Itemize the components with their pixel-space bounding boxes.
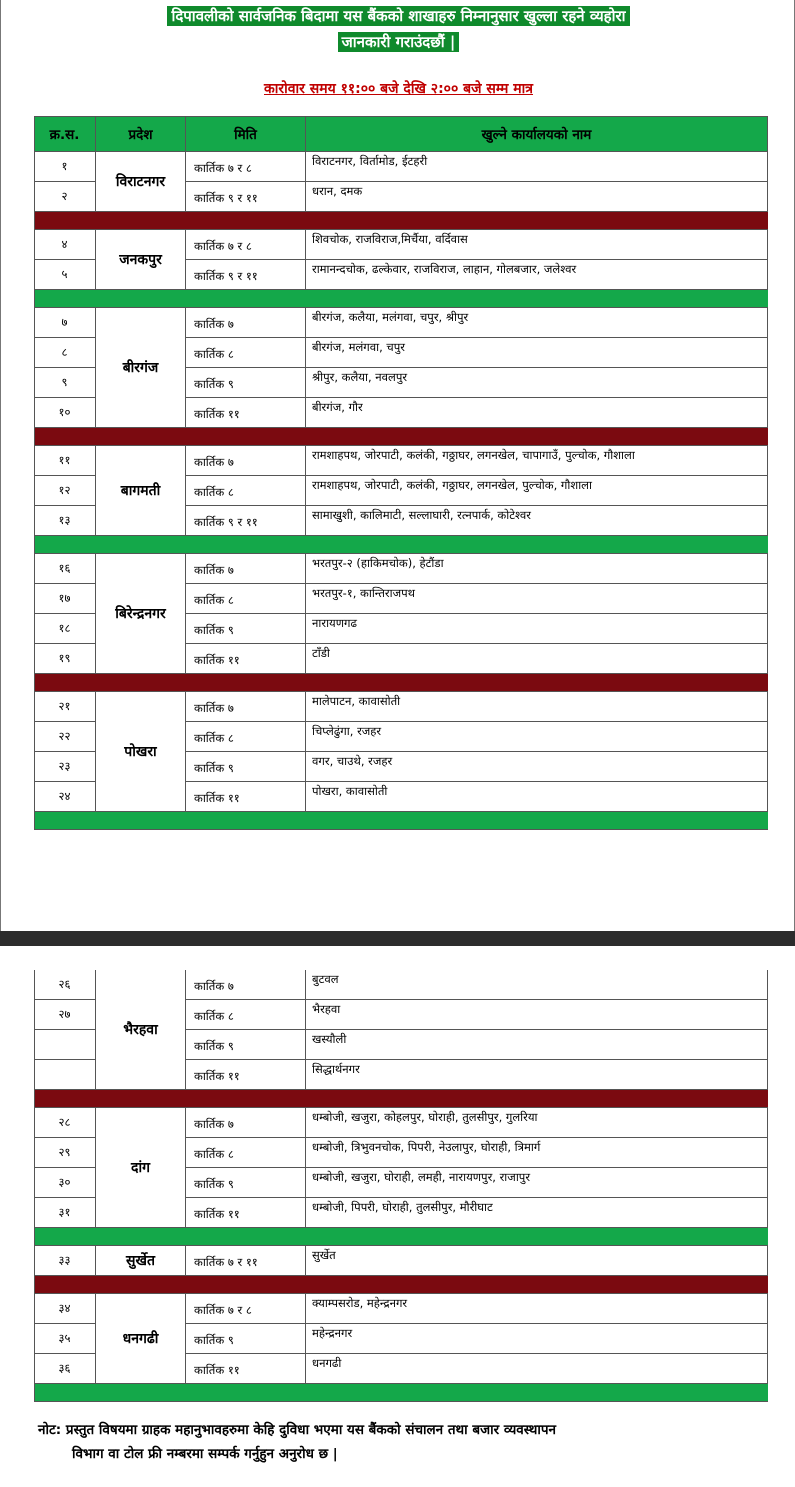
office-names-cell: बीरगंज, मलंगवा, चपुर [306,338,768,368]
date-cell: कार्तिक ९ [186,1168,306,1198]
date-cell: कार्तिक ८ [186,1000,306,1030]
office-names-cell: शिवचोक, राजविराज,मिर्चैया, वर्दिवास [306,230,768,260]
date-cell: कार्तिक ११ [186,1354,306,1384]
date-cell: कार्तिक ८ [186,1138,306,1168]
serial-number-cell: २६ [34,970,96,1000]
office-names-cell: धम्बोजी, खजुरा, कोहलपुर, घोराही, तुलसीपुर, गुलरिया [306,1108,768,1138]
date-cell: कार्तिक ७ र ८ [186,152,306,182]
office-names-cell: श्रीपुर, कलैया, नवलपुर [306,368,768,398]
serial-number-cell: ११ [34,446,96,476]
date-cell: कार्तिक ८ [186,338,306,368]
group-separator-bar [34,1228,768,1246]
date-cell: कार्तिक ७ [186,554,306,584]
serial-number-cell: २९ [34,1138,96,1168]
serial-number-cell: ३१ [34,1198,96,1228]
serial-number-cell: ७ [34,308,96,338]
serial-number-cell: २१ [34,692,96,722]
office-names-cell: भरतपुर-१, कान्तिराजपथ [306,584,768,614]
serial-number-cell: २४ [34,782,96,812]
business-hours [1,78,795,98]
serial-number-cell: १९ [34,644,96,674]
branch-table-page-2 [34,970,768,1402]
serial-number-cell [34,1060,96,1090]
office-names-cell: सिद्धार्थनगर [306,1060,768,1090]
serial-number-cell: २२ [34,722,96,752]
date-cell: कार्तिक ७ [186,692,306,722]
business-hours-text: कारोवार समय ११:०० बजे देखि २:०० बजे सम्म मात्र [264,81,533,97]
office-names-cell: रामशाहपथ, जोरपाटी, कलंकी, गठ्ठाघर, लगनखेल, पुल्चोक, गौशाला [306,476,768,506]
office-names-cell: बीरगंज, गौर [306,398,768,428]
serial-number-cell: २८ [34,1108,96,1138]
office-names-cell: बीरगंज, कलैया, मलंगवा, चपुर, श्रीपुर [306,308,768,338]
date-cell: कार्तिक ९ [186,368,306,398]
serial-number-cell: १६ [34,554,96,584]
table-header-cell: मिति [186,116,306,152]
office-names-cell: पोखरा, कावासोती [306,782,768,812]
date-cell: कार्तिक ९ [186,1030,306,1060]
province-cell: सुर्खेत [96,1246,186,1276]
office-names-cell: विराटनगर, विर्तामोड, ईटहरी [306,152,768,182]
date-cell: कार्तिक ७ [186,446,306,476]
serial-number-cell: ३५ [34,1324,96,1354]
province-cell: धनगढी [96,1294,186,1384]
table-left-border [34,116,35,830]
date-cell: कार्तिक ९ र ११ [186,182,306,212]
office-names-cell: क्याम्पसरोड, महेन्द्रनगर [306,1294,768,1324]
office-names-cell: भरतपुर-२ (हाकिमचोक), हेटौंडा [306,554,768,584]
table-header-cell: प्रदेश [96,116,186,152]
date-cell: कार्तिक ११ [186,1060,306,1090]
office-names-cell: वगर, चाउथे, रजहर [306,752,768,782]
office-names-cell: बुटवल [306,970,768,1000]
group-separator-bar [34,1384,768,1402]
serial-number-cell: २ [34,182,96,212]
table-header-cell: क्र.स. [34,116,96,152]
date-cell: कार्तिक ११ [186,782,306,812]
office-names-cell: धम्बोजी, खजुरा, घोराही, लमही, नारायणपुर, राजापुर [306,1168,768,1198]
group-separator-bar [34,212,768,230]
serial-number-cell: २७ [34,1000,96,1030]
date-cell: कार्तिक ७ र ८ [186,1294,306,1324]
province-cell: बागमती [96,446,186,536]
page-separator [0,931,795,946]
province-cell: बीरगंज [96,308,186,428]
notice-banner-line2: जानकारी गराउंदछौं | [338,32,460,52]
date-cell: कार्तिक ९ [186,614,306,644]
date-cell: कार्तिक ९ र ११ [186,260,306,290]
office-names-cell: रामानन्दचोक, ढल्केवार, राजविराज, लाहान, गोलबजार, जलेश्वर [306,260,768,290]
office-names-cell: खस्यौली [306,1030,768,1060]
serial-number-cell: ३० [34,1168,96,1198]
group-separator-bar [34,428,768,446]
province-cell: भैरहवा [96,970,186,1090]
branch-table-page-1 [34,116,768,830]
date-cell: कार्तिक ७ र ११ [186,1246,306,1276]
office-names-cell: चिप्लेढुंगा, रजहर [306,722,768,752]
office-names-cell: धरान, दमक [306,182,768,212]
serial-number-cell [34,1030,96,1060]
notice-banner-line1-wrap [1,6,795,26]
date-cell: कार्तिक ८ [186,584,306,614]
province-cell: दांग [96,1108,186,1228]
province-cell: जनकपुर [96,230,186,290]
date-cell: कार्तिक ७ [186,1108,306,1138]
group-separator-bar [34,1090,768,1108]
notice-banner-line2-wrap [1,32,795,52]
province-cell: विराटनगर [96,152,186,212]
date-cell: कार्तिक ८ [186,476,306,506]
office-names-cell: धम्बोजी, त्रिभुवनचोक, पिपरी, नेउलापुर, घोराही, त्रिमार्ग [306,1138,768,1168]
serial-number-cell: ५ [34,260,96,290]
date-cell: कार्तिक ११ [186,1198,306,1228]
group-separator-bar [34,674,768,692]
office-names-cell: टाँडी [306,644,768,674]
serial-number-cell: १७ [34,584,96,614]
table-header-cell: खुल्ने कार्यालयको नाम [306,116,768,152]
office-names-cell: नारायणगढ [306,614,768,644]
date-cell: कार्तिक ८ [186,722,306,752]
date-cell: कार्तिक ११ [186,398,306,428]
serial-number-cell: ८ [34,338,96,368]
group-separator-bar [34,290,768,308]
office-names-cell: धम्बोजी, पिपरी, घोराही, तुलसीपुर, मौरीघाट [306,1198,768,1228]
footnote-line1: नोट: प्रस्तुत विषयमा ग्राहक महानुभावहरुमा केहि दुविधा भएमा यस बैंकको संचालन तथा बजार व्यवस्थापन [38,1422,557,1438]
serial-number-cell: १८ [34,614,96,644]
serial-number-cell: २३ [34,752,96,782]
table-left-border [34,970,35,1402]
office-names-cell: भैरहवा [306,1000,768,1030]
group-separator-bar [34,1276,768,1294]
serial-number-cell: १० [34,398,96,428]
date-cell: कार्तिक ९ र ११ [186,506,306,536]
province-cell: पोखरा [96,692,186,812]
province-cell: बिरेन्द्रनगर [96,554,186,674]
date-cell: कार्तिक ७ र ८ [186,230,306,260]
serial-number-cell: ३३ [34,1246,96,1276]
office-names-cell: सुर्खेत [306,1246,768,1276]
group-separator-bar [34,536,768,554]
date-cell: कार्तिक ७ [186,970,306,1000]
serial-number-cell: ४ [34,230,96,260]
serial-number-cell: १२ [34,476,96,506]
serial-number-cell: १ [34,152,96,182]
notice-banner-line1: दिपावलीको सार्वजनिक बिदामा यस बैंकको शाखाहरु निम्नानुसार खुल्ला रहने व्यहोरा [167,6,629,26]
office-names-cell: सामाखुशी, कालिमाटी, सल्लाघारी, रत्नपार्क, कोटेश्वर [306,506,768,536]
serial-number-cell: १३ [34,506,96,536]
date-cell: कार्तिक ९ [186,752,306,782]
group-separator-bar [34,812,768,830]
footnote [38,1418,778,1466]
serial-number-cell: ३४ [34,1294,96,1324]
office-names-cell: धनगढी [306,1354,768,1384]
date-cell: कार्तिक ७ [186,308,306,338]
footnote-line2: विभाग वा टोल फ्री नम्बरमा सम्पर्क गर्नुहुन अनुरोध छ | [72,1446,338,1462]
date-cell: कार्तिक ११ [186,644,306,674]
office-names-cell: महेन्द्रनगर [306,1324,768,1354]
date-cell: कार्तिक ९ [186,1324,306,1354]
serial-number-cell: ९ [34,368,96,398]
office-names-cell: मालेपाटन, कावासोती [306,692,768,722]
serial-number-cell: ३६ [34,1354,96,1384]
office-names-cell: रामशाहपथ, जोरपाटी, कलंकी, गठ्ठाघर, लगनखेल, चापागाउँ, पुल्चोक, गौशाला [306,446,768,476]
